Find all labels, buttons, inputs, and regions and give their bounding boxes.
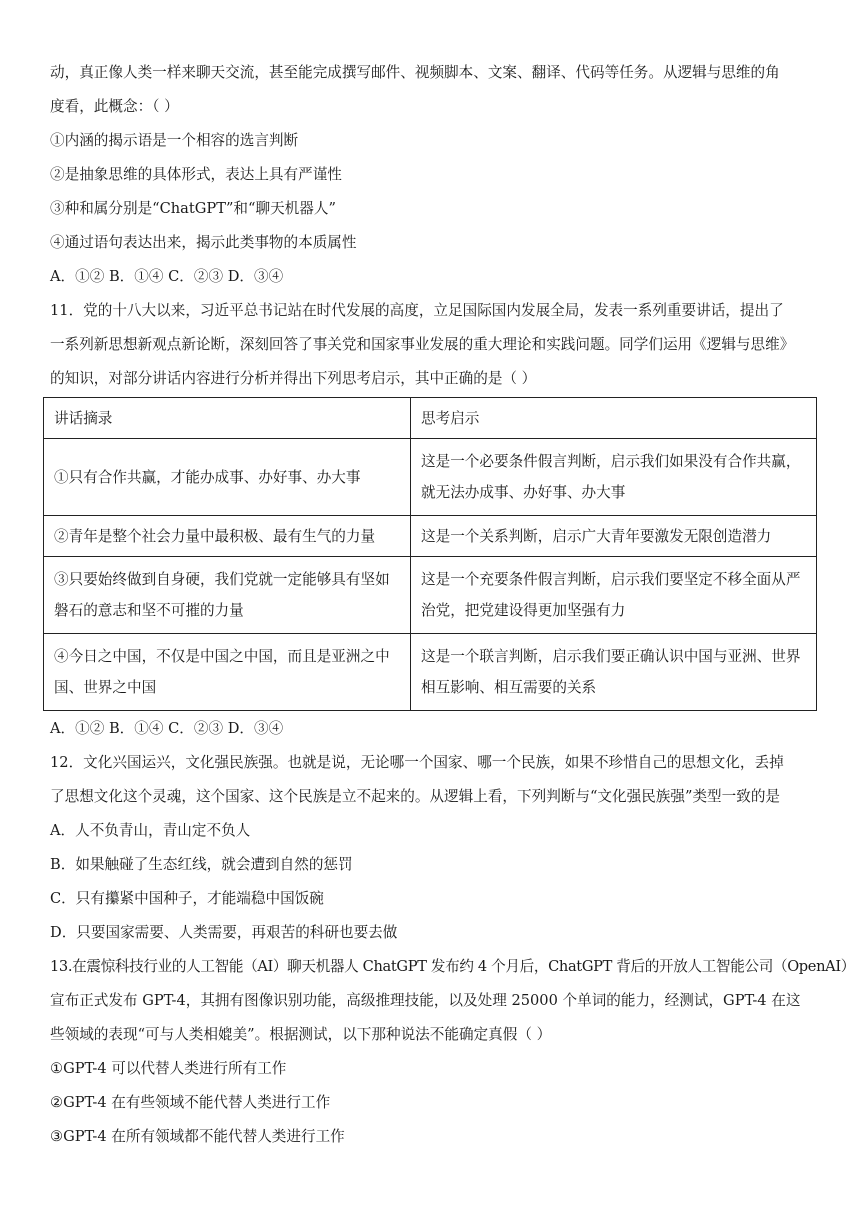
q12-option-b: B．如果触碰了生态红线，就会遭到自然的惩罚 — [50, 856, 353, 873]
table-row — [44, 439, 817, 516]
q10-option-4: ④通过语句表达出来，揭示此类事物的本质属性 — [50, 234, 357, 251]
document-page — [50, 56, 855, 1154]
q10-answer-choices: A．①② B．①④ C．②③ D．③④ — [50, 268, 284, 285]
q13-option-3: ③GPT-4 在所有领域都不能代替人类进行工作 — [50, 1128, 345, 1145]
table-row — [44, 516, 817, 557]
table-row — [44, 634, 817, 711]
q11-line-1: 11．党的十八大以来，习近平总书记站在时代发展的高度，立足国际国内发展全局，发表一系列重要讲话，提出了 — [50, 302, 784, 319]
q10-option-2: ②是抽象思维的具体形式，表达上具有严谨性 — [50, 166, 342, 183]
q11-line-2: 一系列新思想新观点新论断，深刻回答了事关党和国家事业发展的重大理论和实践问题。同学们运用《逻辑与思维》 — [50, 336, 795, 353]
table-cell-insight: 这是一个充要条件假言判断，启示我们要坚定不移全面从严治党，把党建设得更加坚强有力 — [411, 557, 817, 634]
q10-line-2: 度看，此概念：（ ） — [50, 98, 179, 115]
table-cell-excerpt: ①只有合作共赢，才能办成事、办好事、办大事 — [44, 439, 411, 516]
table-row — [44, 557, 817, 634]
q13-line-2: 宣布正式发布 GPT-4，其拥有图像识别功能，高级推理技能，以及处理 25000 个单词的能力，经测试，GPT-4 在这 — [50, 992, 801, 1009]
table-header-row — [44, 398, 817, 439]
q13-option-2: ②GPT-4 在有些领域不能代替人类进行工作 — [50, 1094, 331, 1111]
q10-option-3: ③种和属分别是“ChatGPT”和“聊天机器人” — [50, 200, 336, 217]
table-cell-insight: 这是一个联言判断，启示我们要正确认识中国与亚洲、世界相互影响、相互需要的关系 — [411, 634, 817, 711]
q13-line-3: 些领域的表现“可与人类相媲美”。根据测试，以下那种说法不能确定真假（ ） — [50, 1026, 552, 1043]
q10-line-1: 动，真正像人类一样来聊天交流，甚至能完成撰写邮件、视频脚本、文案、翻译、代码等任务。从逻辑与思维的角 — [50, 64, 780, 81]
q12-option-c: C．只有攥紧中国种子，才能端稳中国饭碗 — [50, 890, 324, 907]
table-header-excerpt: 讲话摘录 — [44, 398, 411, 439]
q10-option-1: ①内涵的揭示语是一个相容的选言判断 — [50, 132, 299, 149]
table-header-insight: 思考启示 — [411, 398, 817, 439]
table-cell-insight: 这是一个关系判断，启示广大青年要激发无限创造潜力 — [411, 516, 817, 557]
q12-line-1: 12．文化兴国运兴，文化强民族强。也就是说，无论哪一个国家、哪一个民族，如果不珍惜自己的思想文化，丢掉 — [50, 754, 784, 771]
table-cell-insight: 这是一个必要条件假言判断，启示我们如果没有合作共赢，就无法办成事、办好事、办大事 — [411, 439, 817, 516]
question-12 — [50, 746, 818, 950]
table-cell-excerpt: ②青年是整个社会力量中最积极、最有生气的力量 — [44, 516, 411, 557]
q13-line-1: 13.在震惊科技行业的人工智能（AI）聊天机器人 ChatGPT 发布约 4 个月后，ChatGPT 背后的开放人工智能公司（OpenAI） — [50, 958, 855, 975]
q13-option-1: ①GPT-4 可以代替人类进行所有工作 — [50, 1060, 287, 1077]
question-10 — [50, 56, 818, 294]
table-cell-excerpt: ④今日之中国，不仅是中国之中国，而且是亚洲之中国、世界之中国 — [44, 634, 411, 711]
q12-option-d: D．只要国家需要、人类需要，再艰苦的科研也要去做 — [50, 924, 398, 941]
q12-line-2: 了思想文化这个灵魂，这个国家、这个民族是立不起来的。从逻辑上看，下列判断与“文化强民族强”类型一致的是 — [50, 788, 781, 805]
speech-analysis-table — [43, 397, 817, 711]
question-13 — [50, 950, 855, 1154]
table-cell-excerpt: ③只要始终做到自身硬，我们党就一定能够具有坚如磐石的意志和坚不可摧的力量 — [44, 557, 411, 634]
q11-line-3: 的知识，对部分讲话内容进行分析并得出下列思考启示，其中正确的是（ ） — [50, 370, 537, 387]
question-11 — [50, 294, 818, 746]
q12-option-a: A．人不负青山，青山定不负人 — [50, 822, 251, 839]
q11-answer-choices: A．①② B．①④ C．②③ D．③④ — [50, 720, 284, 737]
